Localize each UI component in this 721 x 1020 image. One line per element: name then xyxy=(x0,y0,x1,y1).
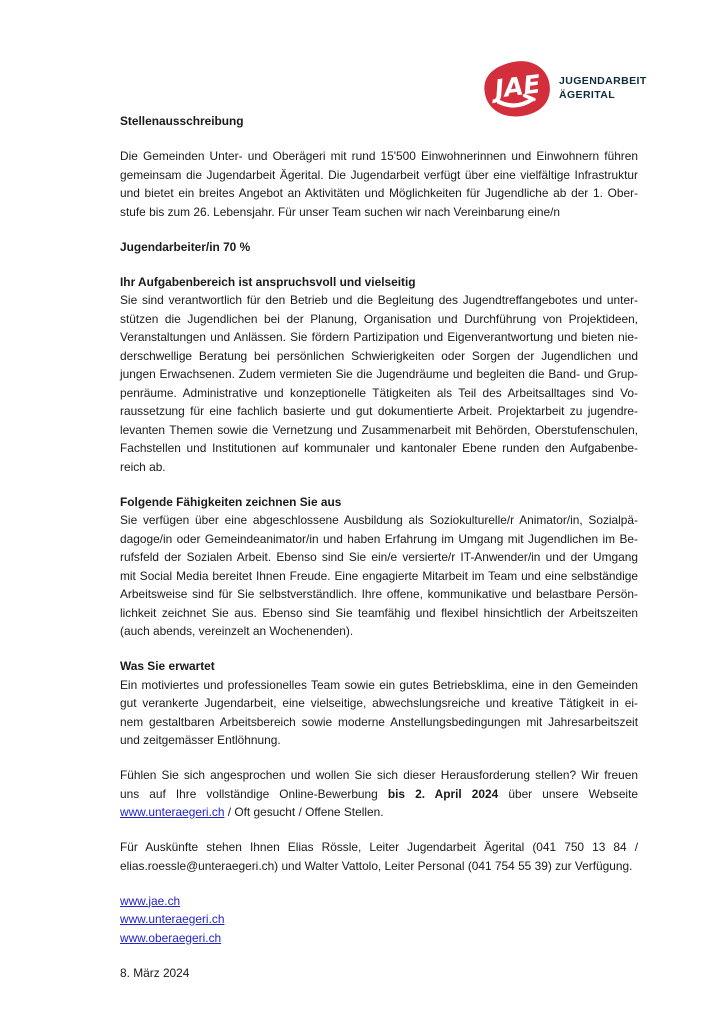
text-line: penräume. Administrative und konzeptionelle Tätigkeiten als Teil des Arbeitsalltages sind Vo- xyxy=(120,385,638,400)
text-line: und bietet ein breites Angebot an Aktivitäten und Möglichkeiten für Jugendliche ab der 1. Ober- xyxy=(120,186,638,200)
text-line: Sie verfügen über eine abgeschlossene Ausbildung als Soziokulturelle/r Animator/in, Sozialpä- xyxy=(120,513,638,527)
text-line xyxy=(120,785,638,804)
text-segment: über unsere Webseite xyxy=(498,786,638,801)
text-line: stufe bis zum 26. Lebensjahr. Für unser Team suchen wir nach Vereinbarung eine/n xyxy=(120,204,560,219)
text-line: gemeinsam die Jugendarbeit Ägerital. Die Jugendarbeit verfügt über eine vielfältige Infrastruktur xyxy=(120,167,638,182)
text-line: dagoge/in oder Gemeindeanimator/in und haben Erfahrung im Umgang mit Jugendlichen im Be- xyxy=(120,531,638,546)
text-line: raussetzung für eine fachlich basierte und gut dokumentierte Arbeit. Projektarbeit zu jugendre- xyxy=(120,404,638,418)
logo xyxy=(483,60,647,117)
logo-wordmark xyxy=(559,75,647,102)
section-heading: Ihr Aufgabenbereich ist anspruchsvoll und vielseitig xyxy=(120,274,416,289)
text-line: Für Auskünfte stehen Ihnen Elias Rössle, Leiter Jugendarbeit Ägerital (041 750 13 84 / xyxy=(120,840,638,854)
text-line: jungen Erwachsenen. Zudem vermieten Sie die Jugendräume und begleiten die Band- und Grup- xyxy=(120,367,638,381)
section-faehigkeiten xyxy=(120,493,638,641)
contact-paragraph xyxy=(120,838,638,875)
inline-link[interactable]: www.unteraegeri.ch xyxy=(120,805,225,819)
logo-wordmark-line2: ÄGERITAL xyxy=(559,88,616,101)
text-line: gut verankerte Jugendarbeit, eine vielseitige, abwechslungsreiche und kreative Tätigkeit in ei- xyxy=(120,696,638,710)
text-line: Fachstellen und Institutionen auf kommunaler und kantonaler Ebene runden den Aufgabenbe- xyxy=(120,441,638,455)
text-segment: / Oft gesucht / Offene Stellen. xyxy=(224,805,384,819)
text-line: Arbeitsweise sind für Sie selbstverständlich. Ihre offene, kommunikative und belastbare Persön- xyxy=(120,587,638,601)
text-line: reich ab. xyxy=(120,459,166,474)
section-paragraph xyxy=(120,676,638,750)
jae-logo-icon xyxy=(483,60,552,117)
link-unteraegeri[interactable]: www.unteraegeri.ch xyxy=(120,912,225,926)
text-line xyxy=(120,803,638,822)
section-paragraph xyxy=(120,291,638,476)
section-aufgabenbereich xyxy=(120,273,638,477)
closing-paragraph xyxy=(120,766,638,822)
text-line: Ein motiviertes und professionelles Team sowie ein gutes Betriebsklima, eine in den Gemeinden xyxy=(120,677,638,692)
document-body xyxy=(120,112,638,999)
section-heading: Folgende Fähigkeiten zeichnen Sie aus xyxy=(120,494,342,509)
text-line: rufsfeld der Sozialen Arbeit. Ebenso sind Sie ein/e versierte/r IT-Anwender/in und der Umgang xyxy=(120,550,638,564)
logo-monogram: JAE xyxy=(493,69,543,104)
text-segment: uns auf Ihre vollständige Online-Bewerbung xyxy=(120,786,388,801)
text-line: nem gestaltbaren Arbeitsbereich sowie moderne Anstellungsbedingungen mit Jahresarbeitszeit xyxy=(120,714,638,729)
text-line: derschwellige Beratung bei persönlichen Schwierigkeiten oder Sorgen der Jugendlichen und xyxy=(120,348,638,363)
text-line: und zeitgemässer Entlöhnung. xyxy=(120,733,281,747)
text-line: lichkeit zeichnet Sie aus. Ebenso sind Sie teamfähig und flexibel hinsichtlich der Arbeitszeiten xyxy=(120,605,638,620)
text-line: Sie sind verantwortlich für den Betrieb und die Begleitung des Jugendtreffangebotes und unter- xyxy=(120,293,638,307)
footer-links xyxy=(120,892,638,948)
text-line: levanten Themen sowie die Vernetzung und Zusammenarbeit mit Behörden, Oberstufenschulen, xyxy=(120,422,638,437)
section-heading: Was Sie erwartet xyxy=(120,659,215,673)
text-line: mit Social Media bereitet Ihnen Freude. Eine engagierte Mitarbeit im Team und eine selbständige xyxy=(120,568,638,583)
text-line: Die Gemeinden Unter- und Oberägeri mit rund 15'500 Einwohnerinnen und Einwohnern führen xyxy=(120,149,638,163)
document-date: 8. März 2024 xyxy=(120,965,190,980)
text-line: Fühlen Sie sich angesprochen und wollen Sie sich dieser Herausforderung stellen? Wir freuen xyxy=(120,768,638,782)
text-line: elias.roessle@unteraegeri.ch) und Walter Vattolo, Leiter Personal (041 754 55 39) zur Verfügung. xyxy=(120,858,633,873)
text-line: Veranstaltungen und Anlässen. Sie fördern Partizipation und Eigenverantwortung und bieten nie- xyxy=(120,330,638,344)
link-oberaegeri[interactable]: www.oberaegeri.ch xyxy=(120,930,222,945)
text-segment: bis 2. April 2024 xyxy=(387,786,499,801)
section-erwartet xyxy=(120,657,638,750)
text-line: stützen die Jugendlichen bei der Planung, Organisation und Durchführung von Projektideen, xyxy=(120,311,638,326)
document-title: Stellenausschreibung xyxy=(120,114,244,128)
intro-paragraph xyxy=(120,147,638,221)
section-paragraph xyxy=(120,511,638,641)
link-jae[interactable]: www.jae.ch xyxy=(120,893,181,908)
job-title: Jugendarbeiter/in 70 % xyxy=(120,239,251,254)
text-line: (auch abends, vereinzelt an Wochenenden). xyxy=(120,624,354,638)
logo-wordmark-line1: JUGENDARBEIT xyxy=(559,75,647,87)
